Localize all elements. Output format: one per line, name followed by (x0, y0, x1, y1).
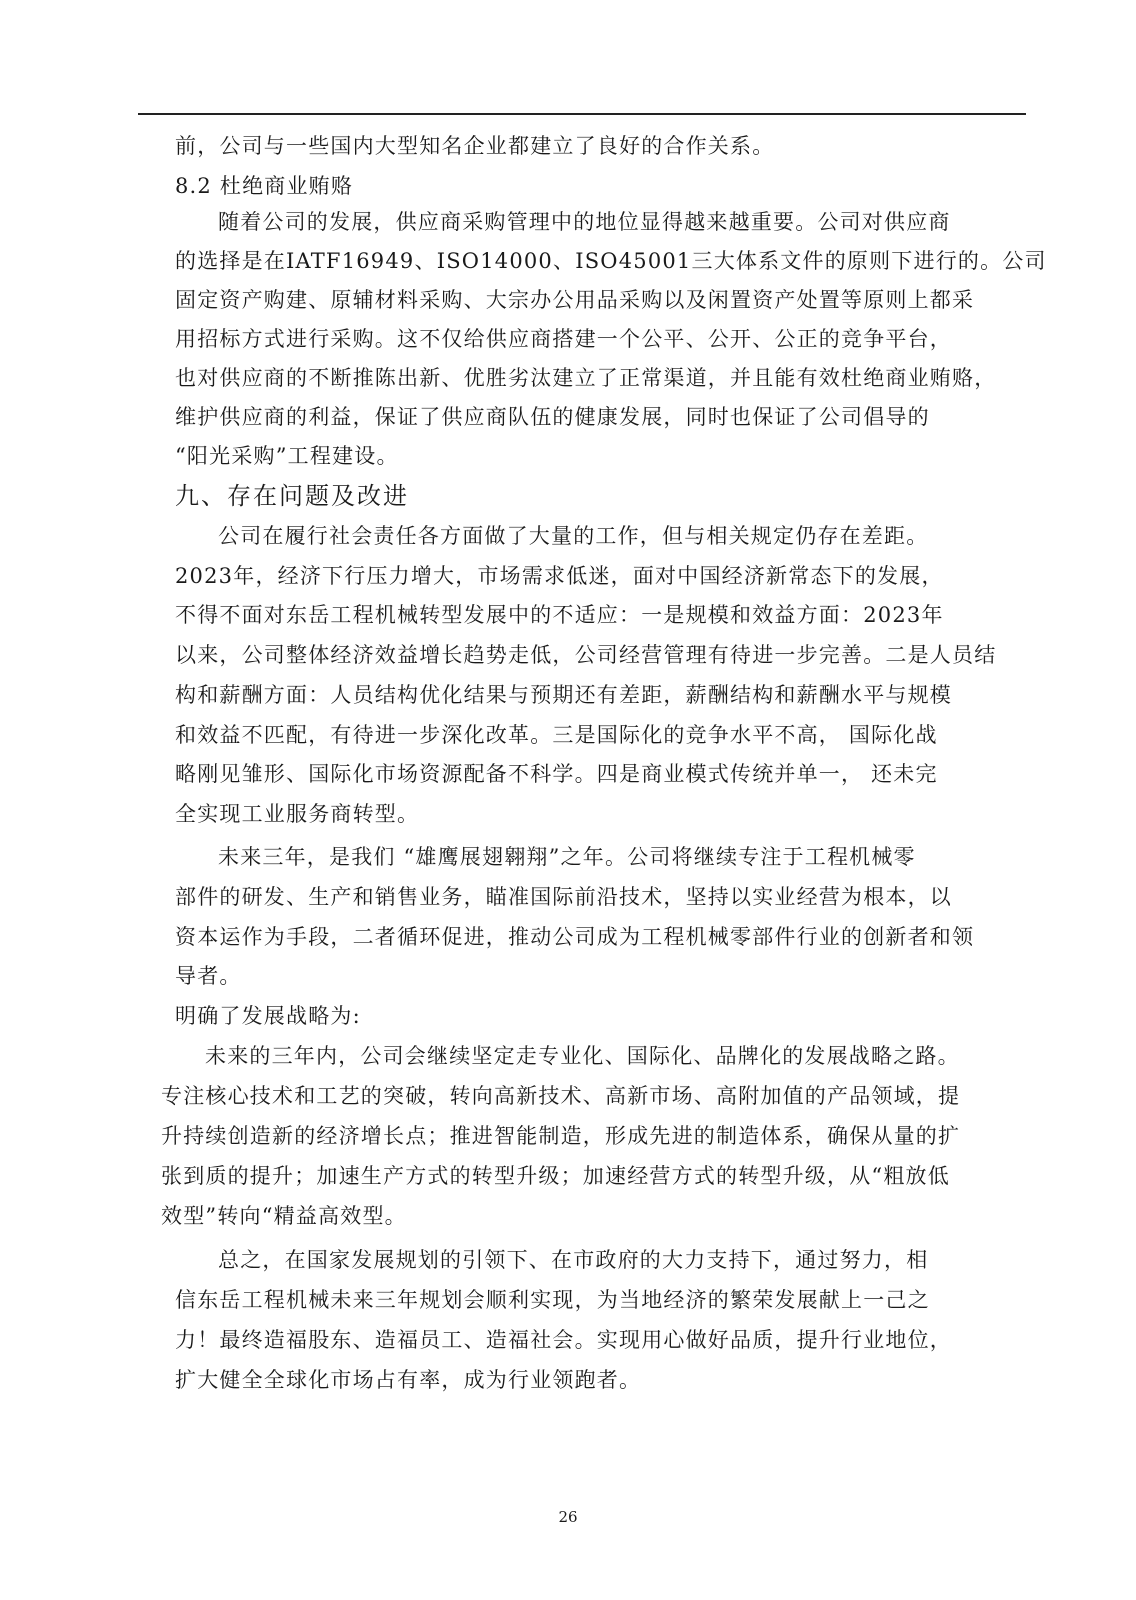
text-line: 用招标方式进行采购。这不仅给供应商搭建一个公平、公开、公正的竞争平台， (175, 327, 952, 351)
text-line: 略刚见雏形、国际化市场资源配备不科学。四是商业模式传统并单一， 还未完 (175, 762, 938, 786)
text-line: 力！最终造福股东、造福员工、造福社会。实现用心做好品质，提升行业地位， (175, 1328, 952, 1352)
text-line: 未来三年，是我们 “雄鹰展翅翱翔”之年。公司将继续专注于工程机械零 (218, 845, 916, 869)
text-line: 2023年，经济下行压力增大，市场需求低迷，面对中国经济新常态下的发展， (175, 564, 944, 588)
text-line: 未来的三年内，公司会继续坚定走专业化、国际化、品牌化的发展战略之路。 (205, 1044, 960, 1068)
text-line: 扩大健全全球化市场占有率，成为行业领跑者。 (175, 1368, 642, 1392)
section-heading-9: 九、存在问题及改进 (175, 482, 409, 510)
text-line: 以来，公司整体经济效益增长趋势走低，公司经营管理有待进一步完善。二是人员结 (175, 643, 997, 667)
text-line: 总之，在国家发展规划的引领下、在市政府的大力支持下，通过努力，相 (218, 1248, 929, 1272)
text-line: 公司在履行社会责任各方面做了大量的工作，但与相关规定仍存在差距。 (218, 524, 929, 548)
text-line: 张到质的提升；加速生产方式的转型升级；加速经营方式的转型升级，从“粗放低 (161, 1164, 950, 1188)
text-line: 专注核心技术和工艺的突破，转向高新技术、高新市场、高附加值的产品领域，提 (161, 1084, 961, 1108)
text-line: 部件的研发、生产和销售业务，瞄准国际前沿技术，坚持以实业经营为根本，以 (175, 885, 952, 909)
text-line: 明确了发展战略为: (175, 1004, 361, 1028)
text-line: 升持续创造新的经济增长点；推进智能制造，形成先进的制造体系，确保从量的扩 (161, 1124, 961, 1148)
text-line: 信东岳工程机械未来三年规划会顺利实现，为当地经济的繁荣发展献上一己之 (175, 1288, 930, 1312)
text-line: 资本运作为手段，二者循环促进，推动公司成为工程机械零部件行业的创新者和领 (175, 925, 975, 949)
text-line: 随着公司的发展，供应商采购管理中的地位显得越来越重要。公司对供应商 (218, 210, 951, 234)
header-rule (138, 113, 1026, 115)
text-line: 效型”转向“精益高效型。 (161, 1204, 407, 1228)
text-line: 构和薪酬方面：人员结构优化结果与预期还有差距，薪酬结构和薪酬水平与规模 (175, 683, 952, 707)
text-line: 固定资产购建、原辅材料采购、大宗办公用品采购以及闲置资产处置等原则上都采 (175, 288, 975, 312)
page-number: 26 (558, 1508, 578, 1526)
section-heading-8-2: 8.2 杜绝商业贿赂 (175, 174, 354, 198)
text-line: 维护供应商的利益，保证了供应商队伍的健康发展，同时也保证了公司倡导的 (175, 405, 930, 429)
text-line: 和效益不匹配，有待进一步深化改革。三是国际化的竞争水平不高， 国际化战 (175, 723, 938, 747)
text-line: “阳光采购”工程建设。 (175, 444, 399, 468)
text-line: 也对供应商的不断推陈出新、优胜劣汰建立了正常渠道，并且能有效杜绝商业贿赂， (175, 366, 997, 390)
text-line: 不得不面对东岳工程机械转型发展中的不适应：一是规模和效益方面：2023年 (175, 603, 944, 627)
text-line: 全实现工业服务商转型。 (175, 802, 420, 826)
text-line: 前，公司与一些国内大型知名企业都建立了良好的合作关系。 (175, 134, 775, 158)
text-line: 的选择是在IATF16949、ISO14000、ISO45001三大体系文件的原则下进行的。公司 (175, 249, 1047, 273)
text-line: 导者。 (175, 964, 242, 988)
